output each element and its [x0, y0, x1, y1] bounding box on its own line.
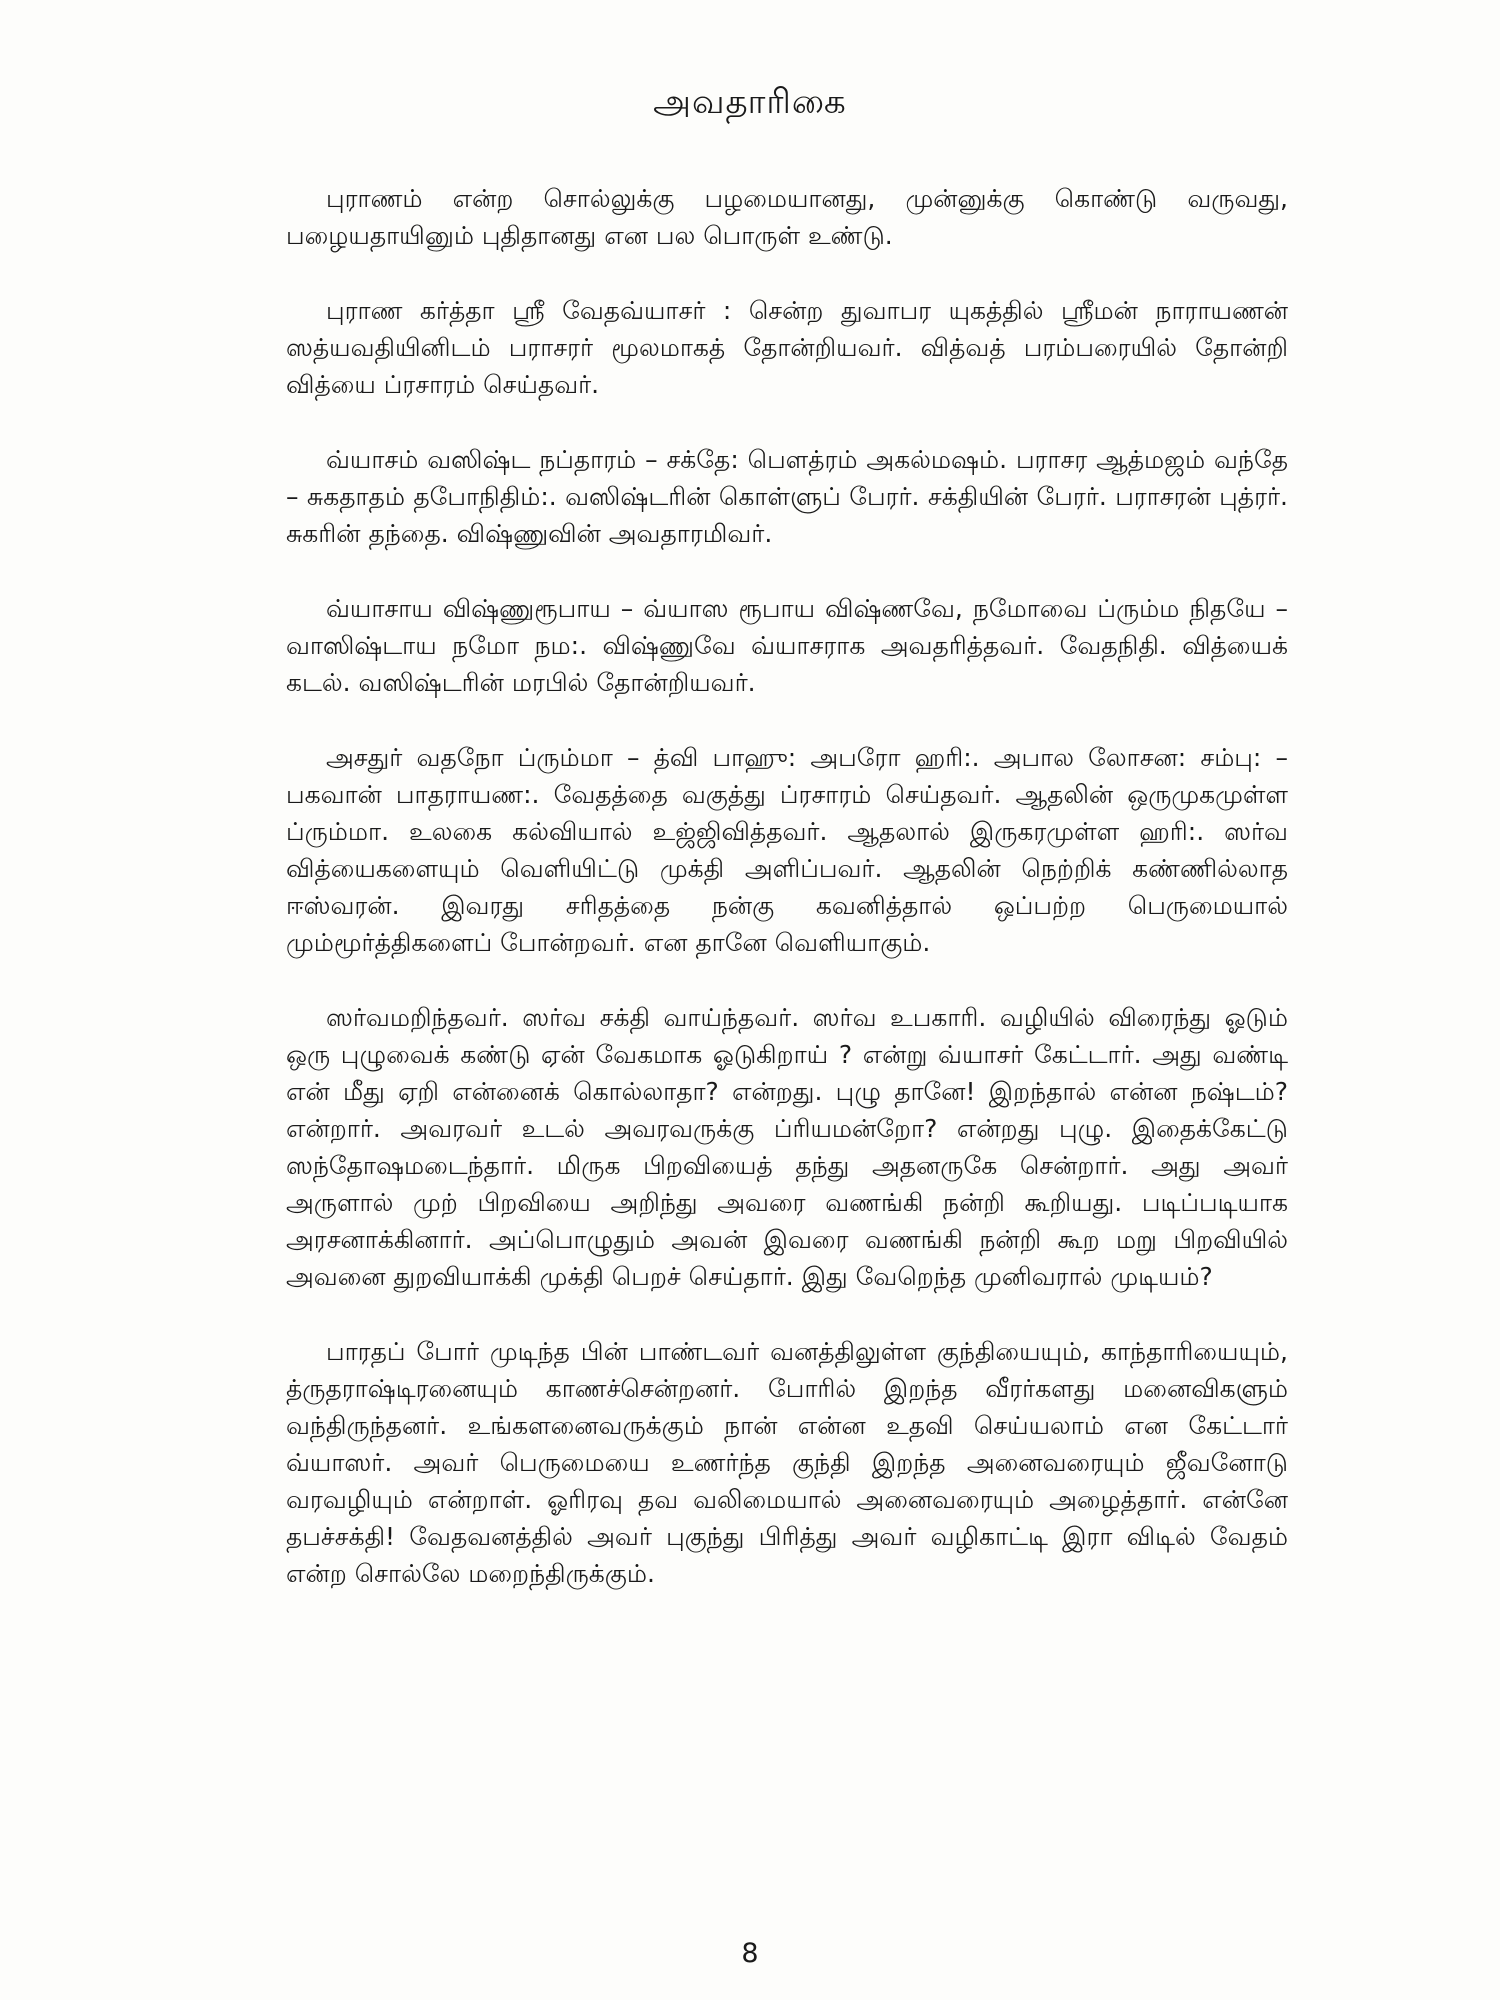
body-text — [286, 180, 1288, 1630]
paragraph-2: புராண கர்த்தா ஸ்ரீ வேதவ்யாசர் : சென்ற துவாபர யுகத்தில் ஸ்ரீமன் நாராயணன் ஸத்யவதியினிடம் பராசரர் மூலமாகத் தோன்றியவர். வித்வத் பரம்பரையில் தோன்றி வித்யை ப்ரசாரம் செய்தவர். — [286, 296, 1288, 399]
paragraph-5: அசதுர் வதநோ ப்ரும்மா – த்வி பாஹு: அபரோ ஹரி:. அபால லோசன: சம்பு: – பகவான் பாதராயண:. வேதத்தை வகுத்து ப்ரசாரம் செய்தவர். ஆதலின் ஒருமுகமுள்ள ப்ரும்மா. உலகை கல்வியால் உஜ்ஜிவித்தவர். ஆதலால் இருகரமுள்ள ஹரி:. ஸர்வ வித்யைகளையும் வெளியிட்டு முக்தி அளிப்பவர். ஆதலின் நெற்றிக் கண்ணில்லாத ஈஸ்வரன். இவரது சரிதத்தை நன்கு கவனித்தால் ஒப்பற்ற பெருமையால் மும்மூர்த்திகளைப் போன்றவர். என தானே வெளியாகும். — [286, 743, 1288, 957]
paragraph-7: பாரதப் போர் முடிந்த பின் பாண்டவர் வனத்திலுள்ள குந்தியையும், காந்தாரியையும், த்ருதராஷ்டிரனையும் காணச்சென்றனர். போரில் இறந்த வீரர்களது மனைவிகளும் வந்திருந்தனர். உங்களனைவருக்கும் நான் என்ன உதவி செய்யலாம் என கேட்டார் வ்யாஸர். அவர் பெருமையை உணர்ந்த குந்தி இறந்த அனைவரையும் ஜீவனோடு வரவழியும் என்றாள். ஓரிரவு தவ வலிமையால் அனைவரையும் அழைத்தார். என்னே தபச்சக்தி! வேதவனத்தில் அவர் புகுந்து பிரித்து அவர் வழிகாட்டி இரா விடில் வேதம் என்ற சொல்லே மறைந்திருக்கும். — [286, 1337, 1288, 1588]
paragraph-6: ஸர்வமறிந்தவர். ஸர்வ சக்தி வாய்ந்தவர். ஸர்வ உபகாரி. வழியில் விரைந்து ஓடும் ஒரு புழுவைக் கண்டு ஏன் வேகமாக ஓடுகிறாய் ? என்று வ்யாசர் கேட்டார். அது வண்டி என் மீது ஏறி என்னைக் கொல்லாதா? என்றது. புழு தானே! இறந்தால் என்ன நஷ்டம்? என்றார். அவரவர் உடல் அவரவருக்கு ப்ரியமன்றோ? என்றது புழு. இதைக்கேட்டு ஸந்தோஷமடைந்தார். மிருக பிறவியைத் தந்து அதனருகே சென்றார். அது அவர் அருளால் முற் பிறவியை அறிந்து அவரை வணங்கி நன்றி கூறியது. படிப்படியாக அரசனாக்கினார். அப்பொழுதும் அவன் இவரை வணங்கி நன்றி கூற மறு பிறவியில் அவனை துறவியாக்கி முக்தி பெறச் செய்தார். இது வேறெந்த முனிவரால் முடியம்? — [286, 1003, 1289, 1291]
page-number: 8 — [741, 1938, 759, 1969]
page-title: அவதாரிகை — [653, 82, 847, 122]
paragraph-1: புராணம் என்ற சொல்லுக்கு பழமையானது, முன்னுக்கு கொண்டு வருவது, பழையதாயினும் புதிதானது என பல பொருள் உண்டு. — [286, 184, 1288, 250]
paragraph-4: வ்யாசாய விஷ்ணுரூபாய – வ்யாஸ ரூபாய விஷ்ணவே, நமோவை ப்ரும்ம நிதயே – வாஸிஷ்டாய நமோ நம:. விஷ்ணுவே வ்யாசராக அவதரித்தவர். வேதநிதி. வித்யைக் கடல். வஸிஷ்டரின் மரபில் தோன்றியவர். — [286, 594, 1288, 697]
paragraph-3: வ்யாசம் வஸிஷ்ட நப்தாரம் – சக்தே: பௌத்ரம் அகல்மஷம். பராசர ஆத்மஜம் வந்தே – சுகதாதம் தபோநிதிம்:. வஸிஷ்டரின் கொள்ளுப் பேரர். சக்தியின் பேரர். பராசரன் புத்ரர். சுகரின் தந்தை. விஷ்ணுவின் அவதாரமிவர். — [286, 445, 1288, 548]
